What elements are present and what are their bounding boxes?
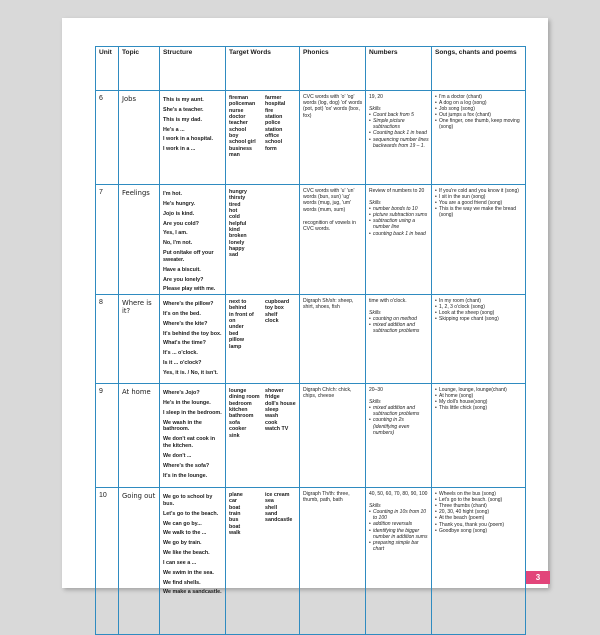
structure-line: Yes, it is. / No, it isn't. bbox=[163, 370, 218, 376]
unit-topic: At home bbox=[119, 384, 160, 488]
skills-label: Skills bbox=[369, 200, 381, 207]
skill-item: • subtraction using a number line bbox=[369, 218, 429, 230]
target-word: clock bbox=[265, 318, 279, 325]
header-numbers: Numbers bbox=[366, 47, 432, 91]
target-words-column bbox=[229, 189, 261, 259]
target-word: cooker bbox=[229, 426, 247, 433]
structure-cell bbox=[160, 185, 226, 295]
unit-topic: Feelings bbox=[119, 185, 160, 295]
target-words-column bbox=[229, 95, 261, 158]
unit-number: 6 bbox=[96, 91, 119, 185]
structure-line: I can see a ... bbox=[163, 559, 197, 566]
structure-line: It's behind the toy box. bbox=[163, 330, 222, 337]
numbers-range: time with o'clock. bbox=[369, 298, 407, 305]
structure-line: Where's the kite? bbox=[163, 320, 208, 327]
header-phonics: Phonics bbox=[300, 47, 366, 91]
textbook-page bbox=[62, 18, 548, 596]
target-words-cell bbox=[226, 185, 300, 295]
phonics-cell bbox=[300, 185, 366, 295]
header-row bbox=[96, 47, 526, 91]
song-item: • In my room (chant) bbox=[435, 298, 523, 304]
numbers-range: 19, 20 bbox=[369, 94, 383, 100]
header-topic: Topic bbox=[119, 47, 160, 91]
structure-line: Is it ... o'clock? bbox=[163, 360, 202, 367]
target-words-columns bbox=[229, 386, 297, 439]
structure-cell bbox=[160, 384, 226, 488]
structure-line: We don't ... bbox=[163, 452, 192, 459]
phonics-spacer bbox=[303, 213, 363, 220]
target-words-cell bbox=[226, 295, 300, 384]
skill-item: • preparing simple bar chart bbox=[369, 540, 429, 552]
numbers-cell bbox=[366, 384, 432, 488]
structure-line: Yes, I am. bbox=[163, 230, 188, 237]
structure-line: This is my dad. bbox=[163, 116, 202, 123]
header-unit: Unit bbox=[96, 47, 119, 91]
structure-line: He's in the lounge. bbox=[163, 399, 211, 406]
target-word: bed bbox=[229, 330, 239, 337]
skills-list bbox=[369, 316, 429, 334]
song-item: • This little chick (song) bbox=[435, 405, 523, 411]
unit-number: 10 bbox=[96, 488, 119, 635]
target-word: next to bbox=[229, 299, 247, 306]
song-item: • Lounge, lounge, lounge(chant) bbox=[435, 387, 523, 393]
target-word: car bbox=[229, 498, 237, 505]
phonics-text: Digraph Ch/ch: chick, chips, cheese bbox=[303, 387, 352, 400]
song-item: • 20, 30, 40 hight (song) bbox=[435, 509, 523, 515]
target-words-column bbox=[229, 492, 261, 536]
target-word: kind bbox=[229, 227, 240, 234]
songs-list bbox=[435, 298, 523, 322]
structure-line: We swim in the sea. bbox=[163, 569, 214, 576]
song-item: • Out jumps a fox (chant) bbox=[435, 112, 523, 118]
target-word: sand bbox=[265, 511, 278, 518]
target-word: business bbox=[229, 145, 252, 152]
skill-item: • Count back from 5 bbox=[369, 112, 429, 118]
page-number-badge: 3 bbox=[526, 571, 550, 584]
skill-item: • mixed addition and subtraction problems bbox=[369, 322, 429, 334]
skill-item: • sequencing number lines backwards from 19 – 1. bbox=[369, 137, 429, 149]
target-word: bedroom bbox=[229, 400, 252, 407]
skills-label: Skills bbox=[369, 399, 381, 406]
structure-line: What's the time? bbox=[163, 340, 206, 347]
target-words-columns bbox=[229, 187, 297, 259]
skill-item: • counting back 1 in head bbox=[369, 231, 429, 237]
numbers-cell bbox=[366, 185, 432, 295]
structure-line: Please play with me. bbox=[163, 286, 216, 293]
header-songs: Songs, chants and poems bbox=[432, 47, 526, 91]
structure-line: This is my aunt. bbox=[163, 97, 204, 103]
target-word: cook bbox=[265, 419, 278, 426]
structure-line: It's ... o'clock. bbox=[163, 350, 198, 357]
target-words-column bbox=[265, 492, 297, 536]
target-word: cold bbox=[229, 214, 240, 221]
songs-cell bbox=[432, 185, 526, 295]
target-word: dining room bbox=[229, 394, 260, 401]
target-word: office bbox=[265, 133, 280, 140]
song-item: • One finger, one thumb, keep moving (song) bbox=[435, 118, 523, 130]
phonics-cell bbox=[300, 295, 366, 384]
target-word: school bbox=[265, 139, 283, 146]
target-word: sad bbox=[229, 252, 239, 259]
skill-item: • counting in 2s (identifying even numbers) bbox=[369, 417, 429, 435]
structure-line: Are you cold? bbox=[163, 220, 199, 227]
phonics-text: Digraph Sh/sh: sheep, shirt, shoes, fish bbox=[303, 298, 354, 311]
target-word: farmer bbox=[265, 95, 282, 101]
skill-item: • number bonds to 10 bbox=[369, 206, 429, 212]
target-word: man bbox=[229, 152, 240, 159]
target-word: hospital bbox=[265, 101, 286, 108]
structure-line: We can go by... bbox=[163, 520, 202, 527]
structure-line: Have a biscuit. bbox=[163, 266, 201, 273]
phonics-cell bbox=[300, 91, 366, 185]
structure-line: He's a ... bbox=[163, 126, 185, 133]
target-word: doll's house bbox=[265, 400, 296, 407]
song-item: • Job song (song) bbox=[435, 106, 523, 112]
unit-row bbox=[96, 384, 526, 488]
skills-list bbox=[369, 509, 429, 552]
target-word: plane bbox=[229, 492, 243, 499]
structure-line: We walk to the ... bbox=[163, 530, 207, 537]
target-words-columns bbox=[229, 490, 297, 536]
structure-line: We go to school by bus. bbox=[163, 494, 213, 507]
structure-cell bbox=[160, 91, 226, 185]
unit-row bbox=[96, 185, 526, 295]
target-word: happy bbox=[229, 246, 245, 253]
song-item: • At home (song) bbox=[435, 393, 523, 399]
target-word: teacher bbox=[229, 120, 248, 127]
songs-list bbox=[435, 387, 523, 411]
target-word: school bbox=[229, 126, 247, 133]
structure-line: Where's the pillow? bbox=[163, 301, 214, 308]
structure-line: Where's the sofa? bbox=[163, 462, 210, 469]
target-word: station bbox=[265, 126, 283, 133]
skill-item: • addition reversals bbox=[369, 521, 429, 527]
target-word: hot bbox=[229, 208, 238, 215]
target-word: police bbox=[265, 120, 281, 127]
structure-line: We wash in the bathroom. bbox=[163, 419, 202, 433]
target-word: bathroom bbox=[229, 413, 254, 420]
structure-cell bbox=[160, 295, 226, 384]
target-word: train bbox=[229, 511, 241, 518]
target-word: boy bbox=[229, 133, 239, 140]
header-structure: Structure bbox=[160, 47, 226, 91]
structure-line: I'm hot. bbox=[163, 191, 182, 197]
phonics-text: recognition of vowels in CVC words. bbox=[303, 219, 356, 233]
songs-list bbox=[435, 188, 523, 218]
song-item: • You are a good friend (song) bbox=[435, 200, 523, 206]
unit-number: 8 bbox=[96, 295, 119, 384]
structure-line: I sleep in the bedroom. bbox=[163, 409, 222, 416]
skill-item: • mixed addition and subtraction problems bbox=[369, 405, 429, 417]
skills-list bbox=[369, 112, 429, 149]
unit-row bbox=[96, 295, 526, 384]
target-word: lonely bbox=[229, 239, 245, 246]
target-word: boat bbox=[229, 504, 241, 511]
target-word: walk bbox=[229, 530, 241, 537]
numbers-cell bbox=[366, 295, 432, 384]
song-item: • Let's go to the beach. (song) bbox=[435, 497, 523, 503]
songs-list bbox=[435, 94, 523, 131]
target-words-column bbox=[265, 388, 297, 439]
target-word: ice cream bbox=[265, 492, 290, 499]
header-target-words: Target Words bbox=[226, 47, 300, 91]
song-item: • I sit in the sun (song) bbox=[435, 194, 523, 200]
target-word: shell bbox=[265, 504, 278, 511]
song-item: • Goodbye song (song) bbox=[435, 528, 523, 534]
structure-line: No, I'm not. bbox=[163, 240, 193, 247]
target-words-column bbox=[229, 299, 261, 350]
target-words-column bbox=[229, 388, 261, 439]
songs-list bbox=[435, 491, 523, 534]
structure-line: Are you lonely? bbox=[163, 276, 204, 283]
phonics-text: Digraph Th/th: three, thumb, path, bath bbox=[303, 491, 350, 504]
skill-item: • Counting back 1 in head bbox=[369, 130, 429, 136]
target-word: station bbox=[265, 114, 283, 121]
unit-topic: Jobs bbox=[119, 91, 160, 185]
unit-number: 7 bbox=[96, 185, 119, 295]
structure-line: It's on the bed. bbox=[163, 310, 201, 317]
target-words-column bbox=[265, 189, 297, 259]
song-item: • If you're cold and you know it (song) bbox=[435, 188, 523, 194]
numbers-range: 40, 50, 60, 70, 80, 90, 100 bbox=[369, 491, 428, 498]
target-words-column bbox=[265, 95, 297, 158]
phonics-text: CVC words with 'o' 'og' words (log, dog) 'ot' words (pot, pot) 'ox' words (box, fox) bbox=[303, 94, 363, 119]
unit-number: 9 bbox=[96, 384, 119, 488]
target-word: broken bbox=[229, 233, 247, 240]
numbers-range: Review of numbers to 20 bbox=[369, 188, 425, 194]
songs-cell bbox=[432, 384, 526, 488]
structure-line: We go by train. bbox=[163, 540, 202, 547]
target-word: fireman bbox=[229, 95, 249, 101]
target-word: sofa bbox=[229, 419, 240, 426]
structure-line: Where's Jojo? bbox=[163, 390, 200, 397]
song-item: • A dog on a log (song) bbox=[435, 100, 523, 106]
structure-line: Jojo is kind. bbox=[163, 210, 195, 217]
target-word: shelf bbox=[265, 311, 278, 318]
target-word: helpful bbox=[229, 220, 247, 227]
target-word: bus bbox=[229, 517, 239, 524]
skill-item: • Simple picture subtractions bbox=[369, 118, 429, 130]
target-words-cell bbox=[226, 91, 300, 185]
song-item: • Skipping rope chant (song) bbox=[435, 316, 523, 322]
numbers-range: 20–30 bbox=[369, 387, 383, 394]
target-word: cupboard bbox=[265, 299, 290, 306]
target-word: behind bbox=[229, 305, 247, 312]
structure-line: I work in a hospital. bbox=[163, 136, 214, 143]
skill-item: • Counting in 10s from 10 to 100 bbox=[369, 509, 429, 521]
target-words-cell bbox=[226, 488, 300, 635]
target-word: fire bbox=[265, 107, 274, 114]
target-word: shower bbox=[265, 388, 284, 395]
target-word: doctor bbox=[229, 114, 246, 121]
song-item: • 1, 2, 3 o'clock (song) bbox=[435, 304, 523, 310]
target-words-columns bbox=[229, 297, 297, 350]
structure-line: He's hungry. bbox=[163, 200, 196, 207]
phonics-cell bbox=[300, 384, 366, 488]
unit-topic: Going out bbox=[119, 488, 160, 635]
skills-label: Skills bbox=[369, 310, 381, 317]
numbers-cell bbox=[366, 91, 432, 185]
target-word: tired bbox=[229, 201, 241, 208]
structure-line: Let's go to the beach. bbox=[163, 510, 219, 517]
syllabus-table bbox=[95, 46, 526, 635]
unit-topic: Where is it? bbox=[119, 295, 160, 384]
structure-line: We don't eat cook in the kitchen. bbox=[163, 436, 216, 449]
song-item: • Three thumbs (chant) bbox=[435, 503, 523, 509]
target-words-column bbox=[265, 299, 297, 350]
target-word: pillow bbox=[229, 337, 245, 344]
skills-list bbox=[369, 206, 429, 236]
target-word: sleep bbox=[265, 407, 279, 414]
target-word: toy box bbox=[265, 305, 284, 312]
phonics-cell bbox=[300, 488, 366, 635]
target-word: lounge bbox=[229, 388, 247, 395]
target-word: sandcastle bbox=[265, 517, 293, 524]
structure-line: We find shells. bbox=[163, 579, 201, 586]
target-words-columns bbox=[229, 93, 297, 158]
target-word: sea bbox=[265, 498, 274, 505]
song-item: • At the beach (poem) bbox=[435, 515, 523, 521]
target-word: fridge bbox=[265, 394, 280, 401]
structure-line: We like the beach. bbox=[163, 550, 210, 557]
target-word: lamp bbox=[229, 343, 242, 350]
target-word: under bbox=[229, 324, 244, 331]
target-word: form bbox=[265, 145, 277, 152]
skill-item: • picture subtraction sums bbox=[369, 212, 429, 218]
target-word: in front of bbox=[229, 311, 254, 318]
target-words-cell bbox=[226, 384, 300, 488]
song-item: • Thank you, thank you (poem) bbox=[435, 522, 523, 528]
structure-line: It's in the lounge. bbox=[163, 472, 208, 479]
skill-item: • identifying the bigger number in addition sums bbox=[369, 528, 429, 540]
song-item: • I'm a doctor (chant) bbox=[435, 94, 523, 100]
skills-label: Skills bbox=[369, 503, 381, 510]
target-word: hungry bbox=[229, 189, 247, 195]
target-word: sink bbox=[229, 432, 240, 439]
structure-line: I work in a ... bbox=[163, 146, 196, 153]
song-item: • Look at the sheep (song) bbox=[435, 310, 523, 316]
song-item: • Wheels on the bus (song) bbox=[435, 491, 523, 497]
target-word: nurse bbox=[229, 107, 244, 114]
target-word: wash bbox=[265, 413, 279, 420]
numbers-cell bbox=[366, 488, 432, 635]
skills-list bbox=[369, 405, 429, 435]
songs-cell bbox=[432, 488, 526, 635]
target-word: school girl bbox=[229, 139, 256, 146]
unit-row bbox=[96, 91, 526, 185]
skill-item: • counting on method bbox=[369, 316, 429, 322]
target-word: thirsty bbox=[229, 195, 246, 202]
songs-cell bbox=[432, 295, 526, 384]
skills-label: Skills bbox=[369, 106, 381, 113]
unit-row bbox=[96, 488, 526, 635]
target-word: boat bbox=[229, 523, 241, 530]
target-word: kitchen bbox=[229, 407, 248, 414]
phonics-text: CVC words with 'u' 'un' words (bun, sun) 'ug' words (mug, jug, 'um' words (mum, sum) bbox=[303, 188, 355, 213]
structure-line: We make a sandcastle. bbox=[163, 589, 222, 596]
target-word: watch TV bbox=[265, 426, 289, 433]
structure-line: She's a teacher. bbox=[163, 106, 204, 113]
songs-cell bbox=[432, 91, 526, 185]
structure-line: Put on/take off your sweater. bbox=[163, 250, 214, 263]
target-word: on bbox=[229, 318, 236, 325]
structure-cell bbox=[160, 488, 226, 635]
song-item: • This is the way we make the bread (song) bbox=[435, 206, 523, 218]
song-item: • My doll's house(song) bbox=[435, 399, 523, 405]
target-word: policeman bbox=[229, 101, 256, 108]
